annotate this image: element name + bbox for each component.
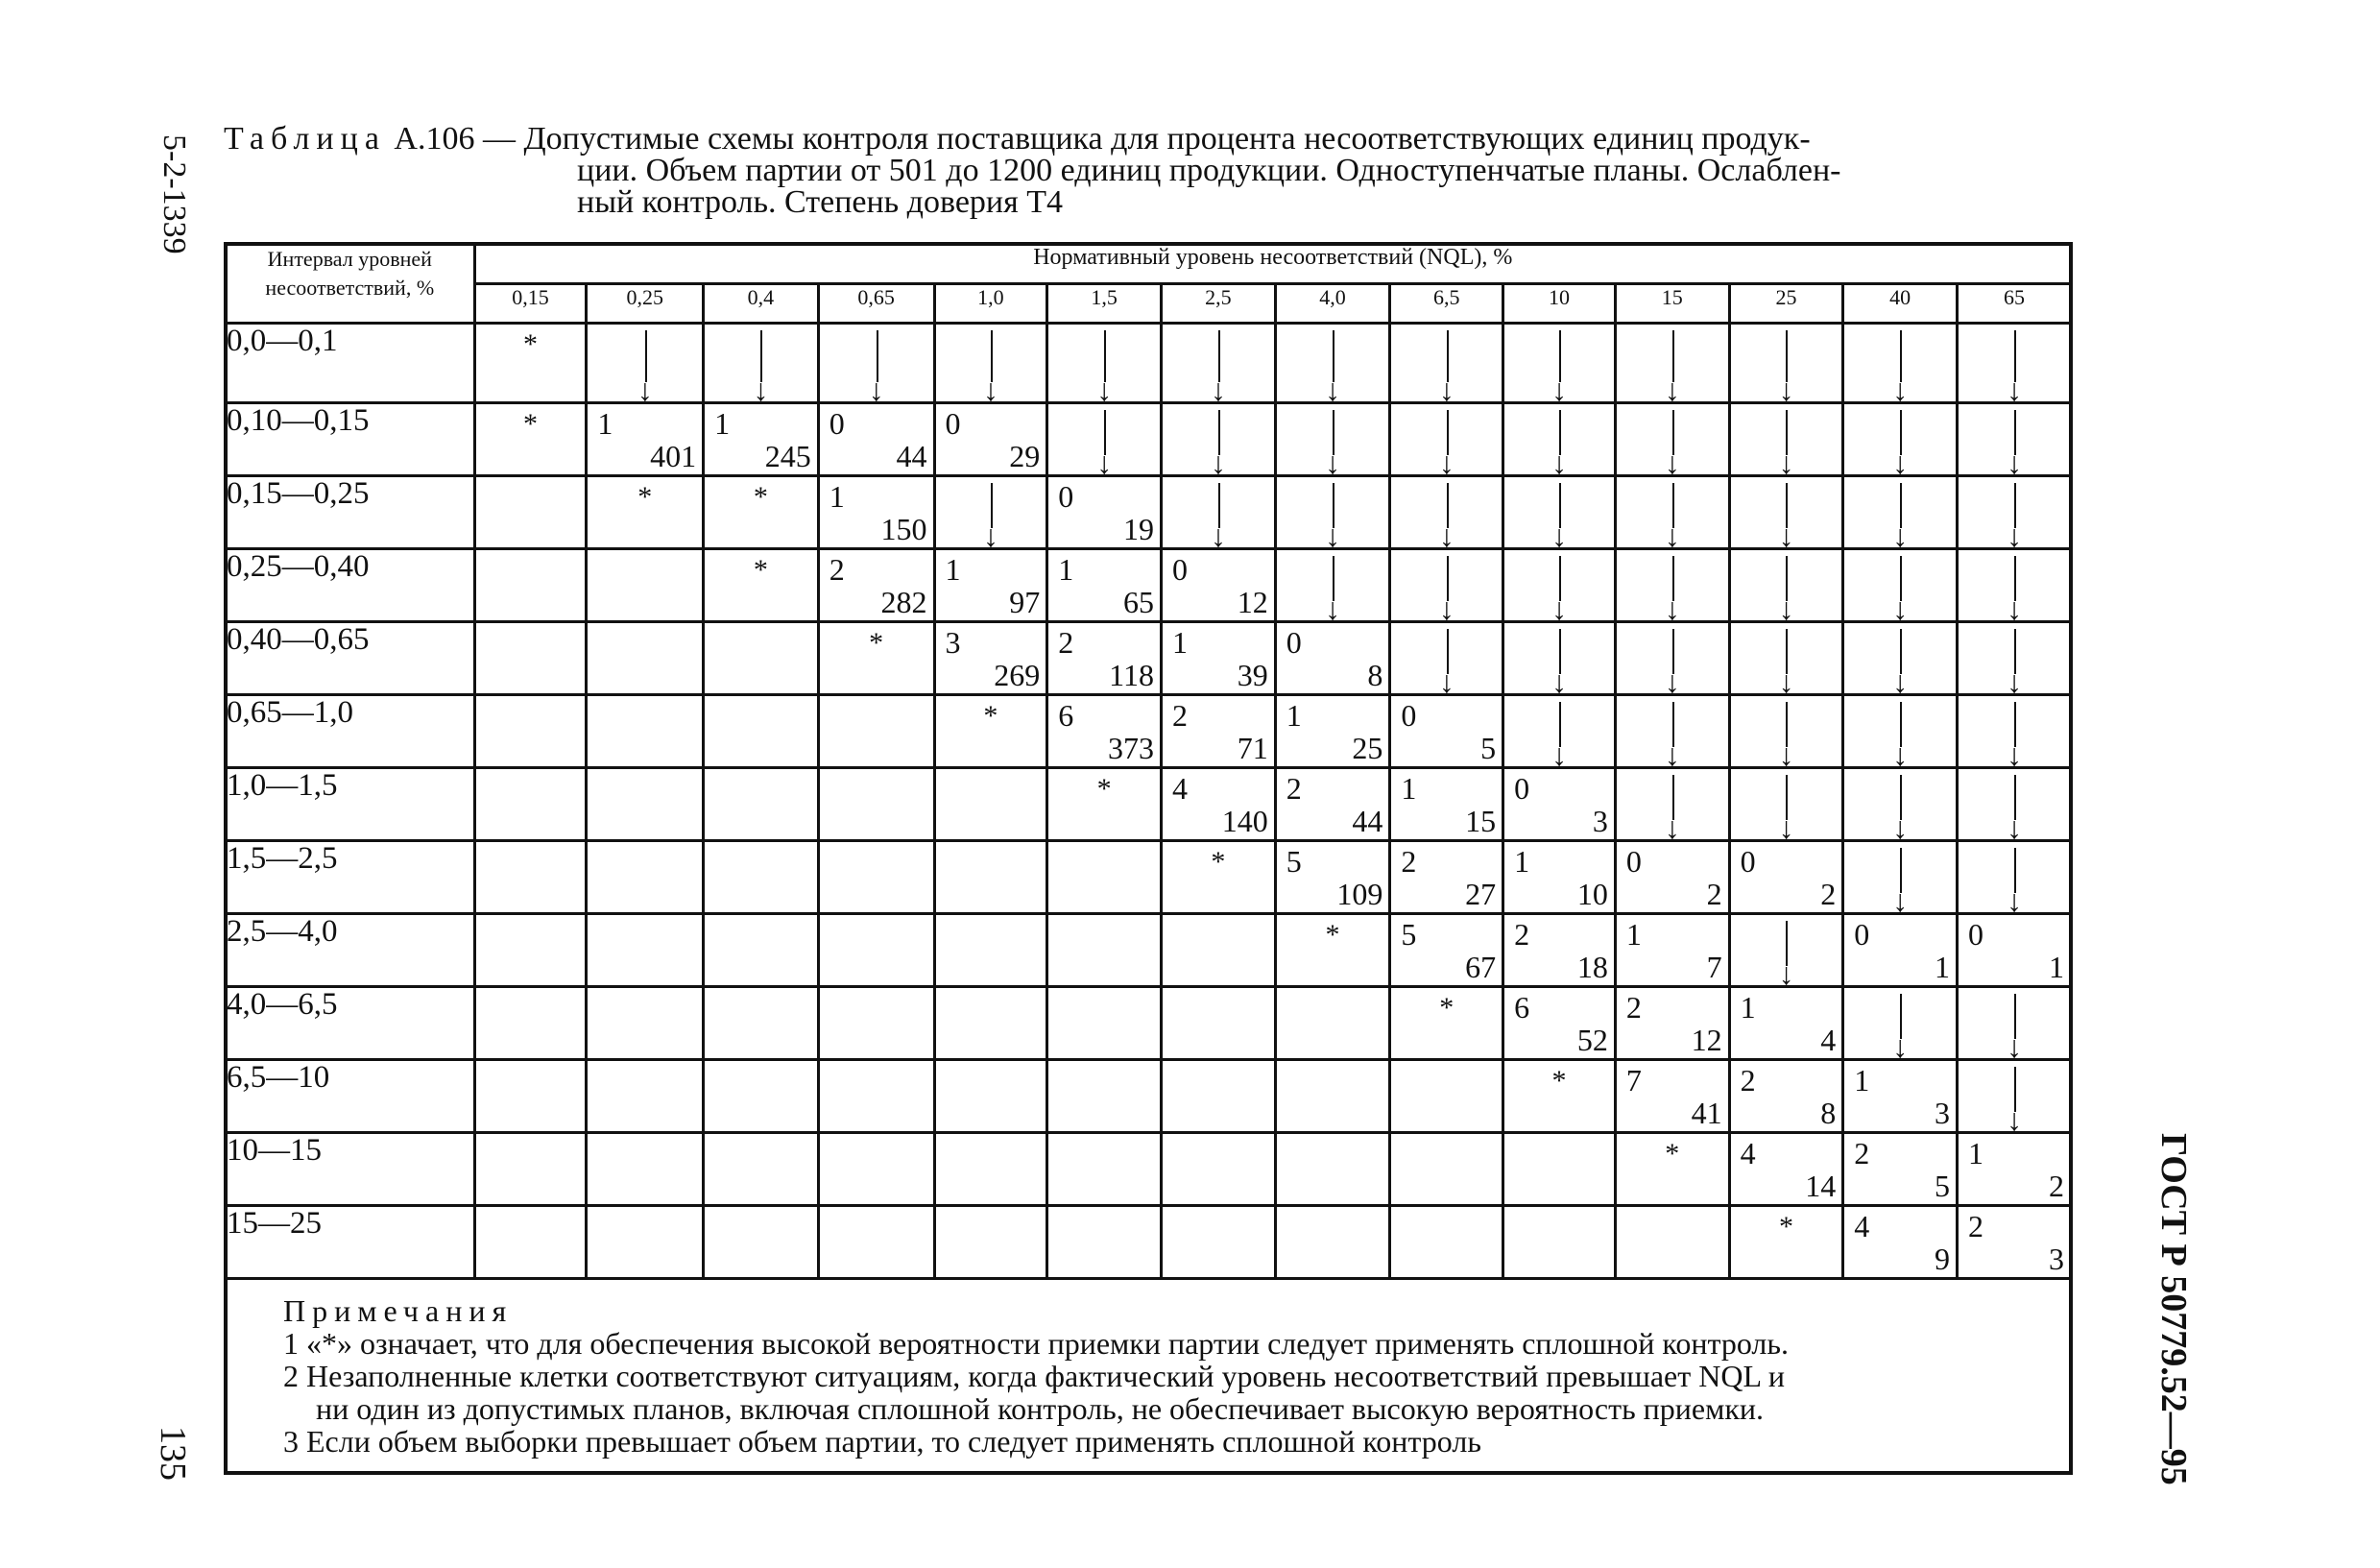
sample-size: 27 (1465, 877, 1497, 911)
down-arrow-icon: ↓ (1617, 330, 1728, 399)
sample-size: 44 (896, 439, 927, 473)
acceptance-number: 0 (1058, 479, 1074, 514)
down-arrow-icon: ↓ (588, 330, 702, 399)
acceptance-number: 2 (1401, 844, 1417, 879)
row-interval-label: 2,5—4,0 (226, 914, 475, 987)
down-arrow-icon: ↓ (1391, 330, 1502, 399)
caption-line-1: Таблица А.106 — Допустимые схемы контроля поставщика для процента несоответствующих единиц продук- (224, 121, 1811, 157)
sample-size: 4 (1820, 1023, 1837, 1057)
down-arrow-icon: ↓ (1844, 330, 1956, 399)
down-arrow-icon: ↓ (1504, 330, 1614, 399)
down-arrow-icon: ↓ (1844, 775, 1956, 837)
down-arrow-icon: ↓ (1391, 629, 1502, 691)
down-arrow-icon: ↓ (1731, 921, 1842, 983)
acceptance-number: 1 (714, 406, 731, 441)
acceptance-number: 3 (945, 625, 961, 660)
down-arrow-icon: ↓ (1504, 410, 1614, 472)
down-arrow-icon: ↓ (1959, 775, 2070, 837)
down-arrow-icon: ↓ (1844, 702, 1956, 764)
outer-frame (224, 242, 2073, 1475)
sample-size: 41 (1691, 1096, 1722, 1130)
acceptance-number: 1 (945, 552, 961, 587)
column-header: 4,0 (1275, 283, 1390, 324)
row-interval-label: 6,5—10 (226, 1060, 475, 1133)
column-header: 0,25 (587, 283, 704, 324)
acceptance-number: 1 (1854, 1063, 1870, 1098)
down-arrow-icon: ↓ (1844, 629, 1956, 691)
down-arrow-icon: ↓ (1048, 330, 1160, 399)
down-arrow-icon: ↓ (1163, 483, 1274, 545)
acceptance-number: 1 (829, 479, 845, 514)
down-arrow-icon: ↓ (1504, 629, 1614, 691)
acceptance-number: 0 (1171, 552, 1188, 587)
page-number: 135 (153, 1426, 193, 1481)
acceptance-number: 5 (1286, 844, 1302, 879)
down-arrow-icon: ↓ (1163, 410, 1274, 472)
acceptance-number: 2 (1625, 990, 1642, 1025)
sample-size: 19 (1122, 512, 1154, 546)
column-header: 0,65 (818, 283, 934, 324)
down-arrow-icon: ↓ (1504, 556, 1614, 618)
nql-header: Нормативный уровень несоответствий (NQL), % (474, 244, 2071, 284)
sample-size: 8 (1367, 658, 1383, 692)
acceptance-number: 2 (1740, 1063, 1756, 1098)
acceptance-number: 0 (1401, 698, 1417, 733)
acceptance-number: 2 (1854, 1136, 1870, 1170)
down-arrow-icon: ↓ (1844, 483, 1956, 545)
down-arrow-icon: ↓ (1617, 410, 1728, 472)
full-inspection-mark: * (1778, 1211, 1793, 1242)
caption-line-3: ный контроль. Степень доверия Т4 (577, 184, 1064, 220)
sample-size: 14 (1805, 1169, 1837, 1203)
row-interval-label: 0,65—1,0 (226, 695, 475, 768)
acceptance-number: 1 (1171, 625, 1188, 660)
sample-size: 67 (1465, 950, 1497, 984)
down-arrow-icon: ↓ (1617, 629, 1728, 691)
acceptance-number: 0 (829, 406, 845, 441)
sample-size: 71 (1237, 731, 1268, 765)
column-header: 1,5 (1047, 283, 1162, 324)
down-arrow-icon: ↓ (1959, 629, 2070, 691)
full-inspection-mark: * (1211, 846, 1226, 878)
row-interval-label: 0,0—0,1 (226, 324, 475, 403)
down-arrow-icon: ↓ (1617, 702, 1728, 764)
down-arrow-icon: ↓ (1731, 330, 1842, 399)
down-arrow-icon: ↓ (1163, 330, 1274, 399)
down-arrow-icon: ↓ (705, 330, 817, 399)
full-inspection-mark: * (869, 627, 884, 659)
down-arrow-icon: ↓ (936, 330, 1046, 399)
interval-header: Интервал уровней несоответствий, % (226, 244, 475, 324)
full-inspection-mark: * (1439, 992, 1454, 1024)
sample-size: 118 (1109, 658, 1154, 692)
row-interval-label: 0,40—0,65 (226, 622, 475, 695)
full-inspection-mark: * (637, 481, 653, 513)
acceptance-number: 6 (1514, 990, 1530, 1025)
note-3: 3 Если объем выборки превышает объем партии, то следует применять сплошной контроль (283, 1424, 1481, 1459)
down-arrow-icon: ↓ (1731, 775, 1842, 837)
acceptance-number: 1 (1514, 844, 1530, 879)
acceptance-number: 0 (1740, 844, 1756, 879)
column-header: 25 (1729, 283, 1843, 324)
acceptance-number: 7 (1625, 1063, 1642, 1098)
down-arrow-icon: ↓ (1959, 702, 2070, 764)
down-arrow-icon: ↓ (1731, 702, 1842, 764)
column-header: 6,5 (1390, 283, 1503, 324)
column-header: 0,15 (474, 283, 587, 324)
down-arrow-icon: ↓ (936, 483, 1046, 545)
full-inspection-mark: * (1325, 919, 1340, 951)
row-interval-label: 15—25 (226, 1206, 475, 1279)
full-inspection-mark: * (1665, 1138, 1680, 1170)
sample-size: 2 (1820, 877, 1837, 911)
sample-size: 1 (1935, 950, 1951, 984)
row-interval-label: 10—15 (226, 1133, 475, 1206)
full-inspection-mark: * (1551, 1065, 1567, 1097)
sample-size: 373 (1107, 731, 1154, 765)
row-interval-label: 1,5—2,5 (226, 841, 475, 914)
acceptance-number: 6 (1058, 698, 1074, 733)
notes-title: Примечания (283, 1293, 514, 1328)
sample-size: 245 (764, 439, 811, 473)
down-arrow-icon: ↓ (1844, 556, 1956, 618)
note-1: 1 «*» означает, что для обеспечения высокой вероятности приемки партии следует применять сплошной контроль. (283, 1326, 1789, 1361)
column-header: 40 (1843, 283, 1958, 324)
full-inspection-mark: * (753, 481, 768, 513)
acceptance-number: 1 (1740, 990, 1756, 1025)
down-arrow-icon: ↓ (1959, 483, 2070, 545)
sample-size: 3 (2049, 1242, 2064, 1276)
acceptance-number: 0 (1286, 625, 1302, 660)
down-arrow-icon: ↓ (1277, 330, 1389, 399)
sample-size: 401 (650, 439, 697, 473)
acceptance-number: 1 (1968, 1136, 1984, 1170)
down-arrow-icon: ↓ (1048, 410, 1160, 472)
down-arrow-icon: ↓ (1959, 1067, 2070, 1129)
acceptance-number: 0 (1625, 844, 1642, 879)
sample-size: 150 (880, 512, 927, 546)
row-interval-label: 1,0—1,5 (226, 768, 475, 841)
acceptance-number: 1 (1286, 698, 1302, 733)
full-inspection-mark: * (753, 554, 768, 586)
acceptance-number: 2 (1058, 625, 1074, 660)
sample-size: 12 (1691, 1023, 1722, 1057)
sample-size: 8 (1820, 1096, 1837, 1130)
acceptance-number: 0 (1968, 917, 1984, 952)
acceptance-number: 2 (1286, 771, 1302, 806)
down-arrow-icon: ↓ (1959, 330, 2070, 399)
side-code: 5-2-1339 (156, 134, 192, 254)
sample-size: 1 (2049, 950, 2064, 984)
down-arrow-icon: ↓ (1731, 629, 1842, 691)
down-arrow-icon: ↓ (1959, 410, 2070, 472)
acceptance-number: 1 (1625, 917, 1642, 952)
column-header: 0,4 (704, 283, 819, 324)
down-arrow-icon: ↓ (1731, 556, 1842, 618)
acceptance-number: 1 (1401, 771, 1417, 806)
sample-size: 3 (1935, 1096, 1951, 1130)
down-arrow-icon: ↓ (1504, 483, 1614, 545)
down-arrow-icon: ↓ (1617, 483, 1728, 545)
sample-size: 97 (1009, 585, 1041, 619)
caption-line-2: ции. Объем партии от 501 до 1200 единиц продукции. Одноступенчатые планы. Ослаблен- (577, 153, 1841, 188)
down-arrow-icon: ↓ (1959, 848, 2070, 910)
acceptance-number: 2 (1171, 698, 1188, 733)
acceptance-number: 4 (1171, 771, 1188, 806)
acceptance-number: 0 (945, 406, 961, 441)
sample-size: 18 (1576, 950, 1608, 984)
column-header: 2,5 (1161, 283, 1275, 324)
down-arrow-icon: ↓ (1617, 775, 1728, 837)
sample-size: 140 (1221, 804, 1268, 838)
full-inspection-mark: * (522, 408, 538, 440)
sample-size: 282 (880, 585, 927, 619)
down-arrow-icon: ↓ (1959, 994, 2070, 1056)
acceptance-number: 2 (1968, 1209, 1984, 1243)
row-interval-label: 0,25—0,40 (226, 549, 475, 622)
full-inspection-mark: * (1096, 773, 1112, 805)
sample-size: 269 (994, 658, 1041, 692)
sample-size: 39 (1237, 658, 1268, 692)
acceptance-number: 5 (1401, 917, 1417, 952)
full-inspection-mark: * (522, 328, 538, 360)
row-interval-label: 4,0—6,5 (226, 987, 475, 1060)
sample-size: 2 (1706, 877, 1722, 911)
column-header: 1,0 (934, 283, 1047, 324)
note-2-continued: ни один из допустимых планов, включая сплошной контроль, не обеспечивает высокую вероятность приемки. (316, 1391, 1765, 1426)
sample-size: 3 (1592, 804, 1608, 838)
acceptance-number: 4 (1854, 1209, 1870, 1243)
down-arrow-icon: ↓ (1391, 410, 1502, 472)
sample-size: 65 (1122, 585, 1154, 619)
note-2: 2 Незаполненные клетки соответствуют ситуациям, когда фактический уровень несоответствий превышает NQL и (283, 1359, 1785, 1393)
sample-size: 9 (1935, 1242, 1951, 1276)
acceptance-number: 1 (597, 406, 613, 441)
sample-size: 5 (1935, 1169, 1951, 1203)
sample-size: 44 (1352, 804, 1383, 838)
sample-size: 52 (1576, 1023, 1608, 1057)
acceptance-number: 1 (1058, 552, 1074, 587)
sample-size: 12 (1237, 585, 1268, 619)
row-interval-label: 0,10—0,15 (226, 403, 475, 476)
down-arrow-icon: ↓ (1844, 410, 1956, 472)
sample-size: 5 (1480, 731, 1497, 765)
sample-size: 109 (1336, 877, 1383, 911)
down-arrow-icon: ↓ (1277, 556, 1389, 618)
table-caption (224, 123, 2048, 218)
down-arrow-icon: ↓ (1277, 483, 1389, 545)
column-header: 10 (1503, 283, 1616, 324)
column-header: 15 (1615, 283, 1729, 324)
down-arrow-icon: ↓ (1391, 483, 1502, 545)
down-arrow-icon: ↓ (1731, 410, 1842, 472)
down-arrow-icon: ↓ (1844, 848, 1956, 910)
acceptance-number: 0 (1514, 771, 1530, 806)
sample-size: 15 (1465, 804, 1497, 838)
full-inspection-mark: * (983, 700, 998, 732)
down-arrow-icon: ↓ (820, 330, 933, 399)
acceptance-number: 4 (1740, 1136, 1756, 1170)
sample-size: 2 (2049, 1169, 2064, 1203)
acceptance-number: 0 (1854, 917, 1870, 952)
down-arrow-icon: ↓ (1731, 483, 1842, 545)
sample-size: 25 (1352, 731, 1383, 765)
acceptance-number: 2 (829, 552, 845, 587)
down-arrow-icon: ↓ (1844, 994, 1956, 1056)
column-header: 65 (1958, 283, 2072, 324)
down-arrow-icon: ↓ (1277, 410, 1389, 472)
down-arrow-icon: ↓ (1959, 556, 2070, 618)
sample-size: 10 (1576, 877, 1608, 911)
notes (283, 1294, 2069, 1458)
down-arrow-icon: ↓ (1504, 702, 1614, 764)
sample-size: 7 (1706, 950, 1722, 984)
down-arrow-icon: ↓ (1617, 556, 1728, 618)
acceptance-number: 2 (1514, 917, 1530, 952)
row-interval-label: 0,15—0,25 (226, 476, 475, 549)
standard-designation: ГОСТ Р 50779.52—95 (2153, 1133, 2194, 1485)
down-arrow-icon: ↓ (1391, 556, 1502, 618)
sample-size: 29 (1009, 439, 1041, 473)
